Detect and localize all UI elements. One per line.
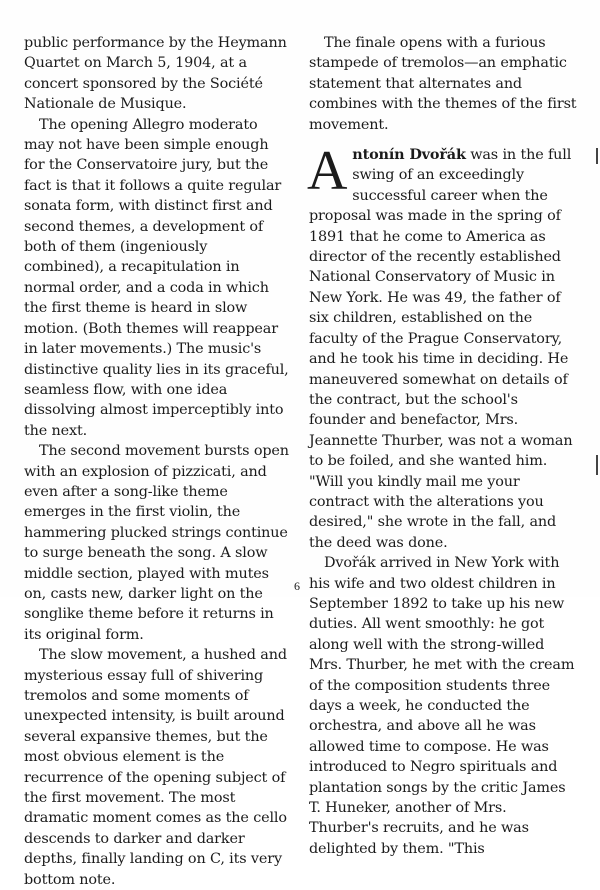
paragraph-continuation: public performance by the Heymann Quartet on March 5, 1904, at a concert sponsored by the Société Nationale de Musique. — [24, 35, 287, 113]
paragraph-dvorak-intro — [307, 140, 577, 553]
lead-in-name: ntonín Dvořák — [352, 146, 466, 164]
paragraph-first-movement: The opening Allegro moderato may not have been simple enough for the Conservatoire jury, but the fact is that it follows a quite regular sonata form, with distinct first and second themes, a development of both of them (ingeniously combined), a recapitulation in normal order, and a coda in which the first theme is heard in slow motion. (Both themes will reappear in later movements.) The music's distinctive quality lies in its graceful, seamless flow, with one idea dissolving almost imperceptibly into the next. — [24, 116, 289, 439]
drop-cap-letter: A — [307, 140, 348, 203]
paragraph-dvorak-arrival: Dvořák arrived in New York with his wife and two oldest children in September 1892 to take up his new duties. All went smoothly: he got along well with the strong-willed Mrs. Thurber, he met with the cream of the composition students three days a week, he conducted the orchestra, and above all he was allowed time to compose. He was introduced to Negro spirituals and plantation songs by the critic James T. Huneker, another of Mrs. Thurber's recruits, and he was delighted by them. "This — [309, 555, 575, 857]
paragraph-dvorak-intro-text: was in the full swing of an exceedingly successful career when the proposal was made in the spring of 1891 that he come to America as director of the recently established National Conservatory of Music in New York. He was 49, the father of six children, established on the faculty of the Prague Conservatory, and he took his time in deciding. He maneuvered somewhat on details of the contract, but the school's founder and benefactor, Mrs. Jeannette Thurber, was not a woman to be foiled, and she wanted him. "Will you kindly mail me your contract with the alterations you desired," she wrote in the fall, and the deed was done. — [309, 147, 573, 551]
right-column — [309, 33, 577, 859]
scan-edge-mark — [596, 148, 598, 164]
page-number: 6 — [294, 579, 300, 593]
left-column — [24, 33, 290, 890]
paragraph-second-movement: The second movement bursts open with an explosion of pizzicati, and even after a song-like theme emerges in the first violin, the hammering plucked strings continue to surge beneath the song. A slow middle section, played with mutes on, casts new, darker light on the songlike theme before it returns in its original form. — [24, 443, 289, 643]
scan-edge-mark — [596, 455, 598, 475]
paragraph-slow-movement: The slow movement, a hushed and mysterious essay full of shivering tremolos and some moments of unexpected intensity, is built around several expansive themes, but the most obvious element is the recurrence of the opening subject of the first movement. The most dramatic moment comes as the cello descends to darker and darker depths, finally landing on C, its very bottom note. — [24, 647, 287, 888]
paragraph-finale: The finale opens with a furious stampede of tremolos—an emphatic statement that alternates and combines with the themes of the first movement. — [309, 35, 577, 133]
